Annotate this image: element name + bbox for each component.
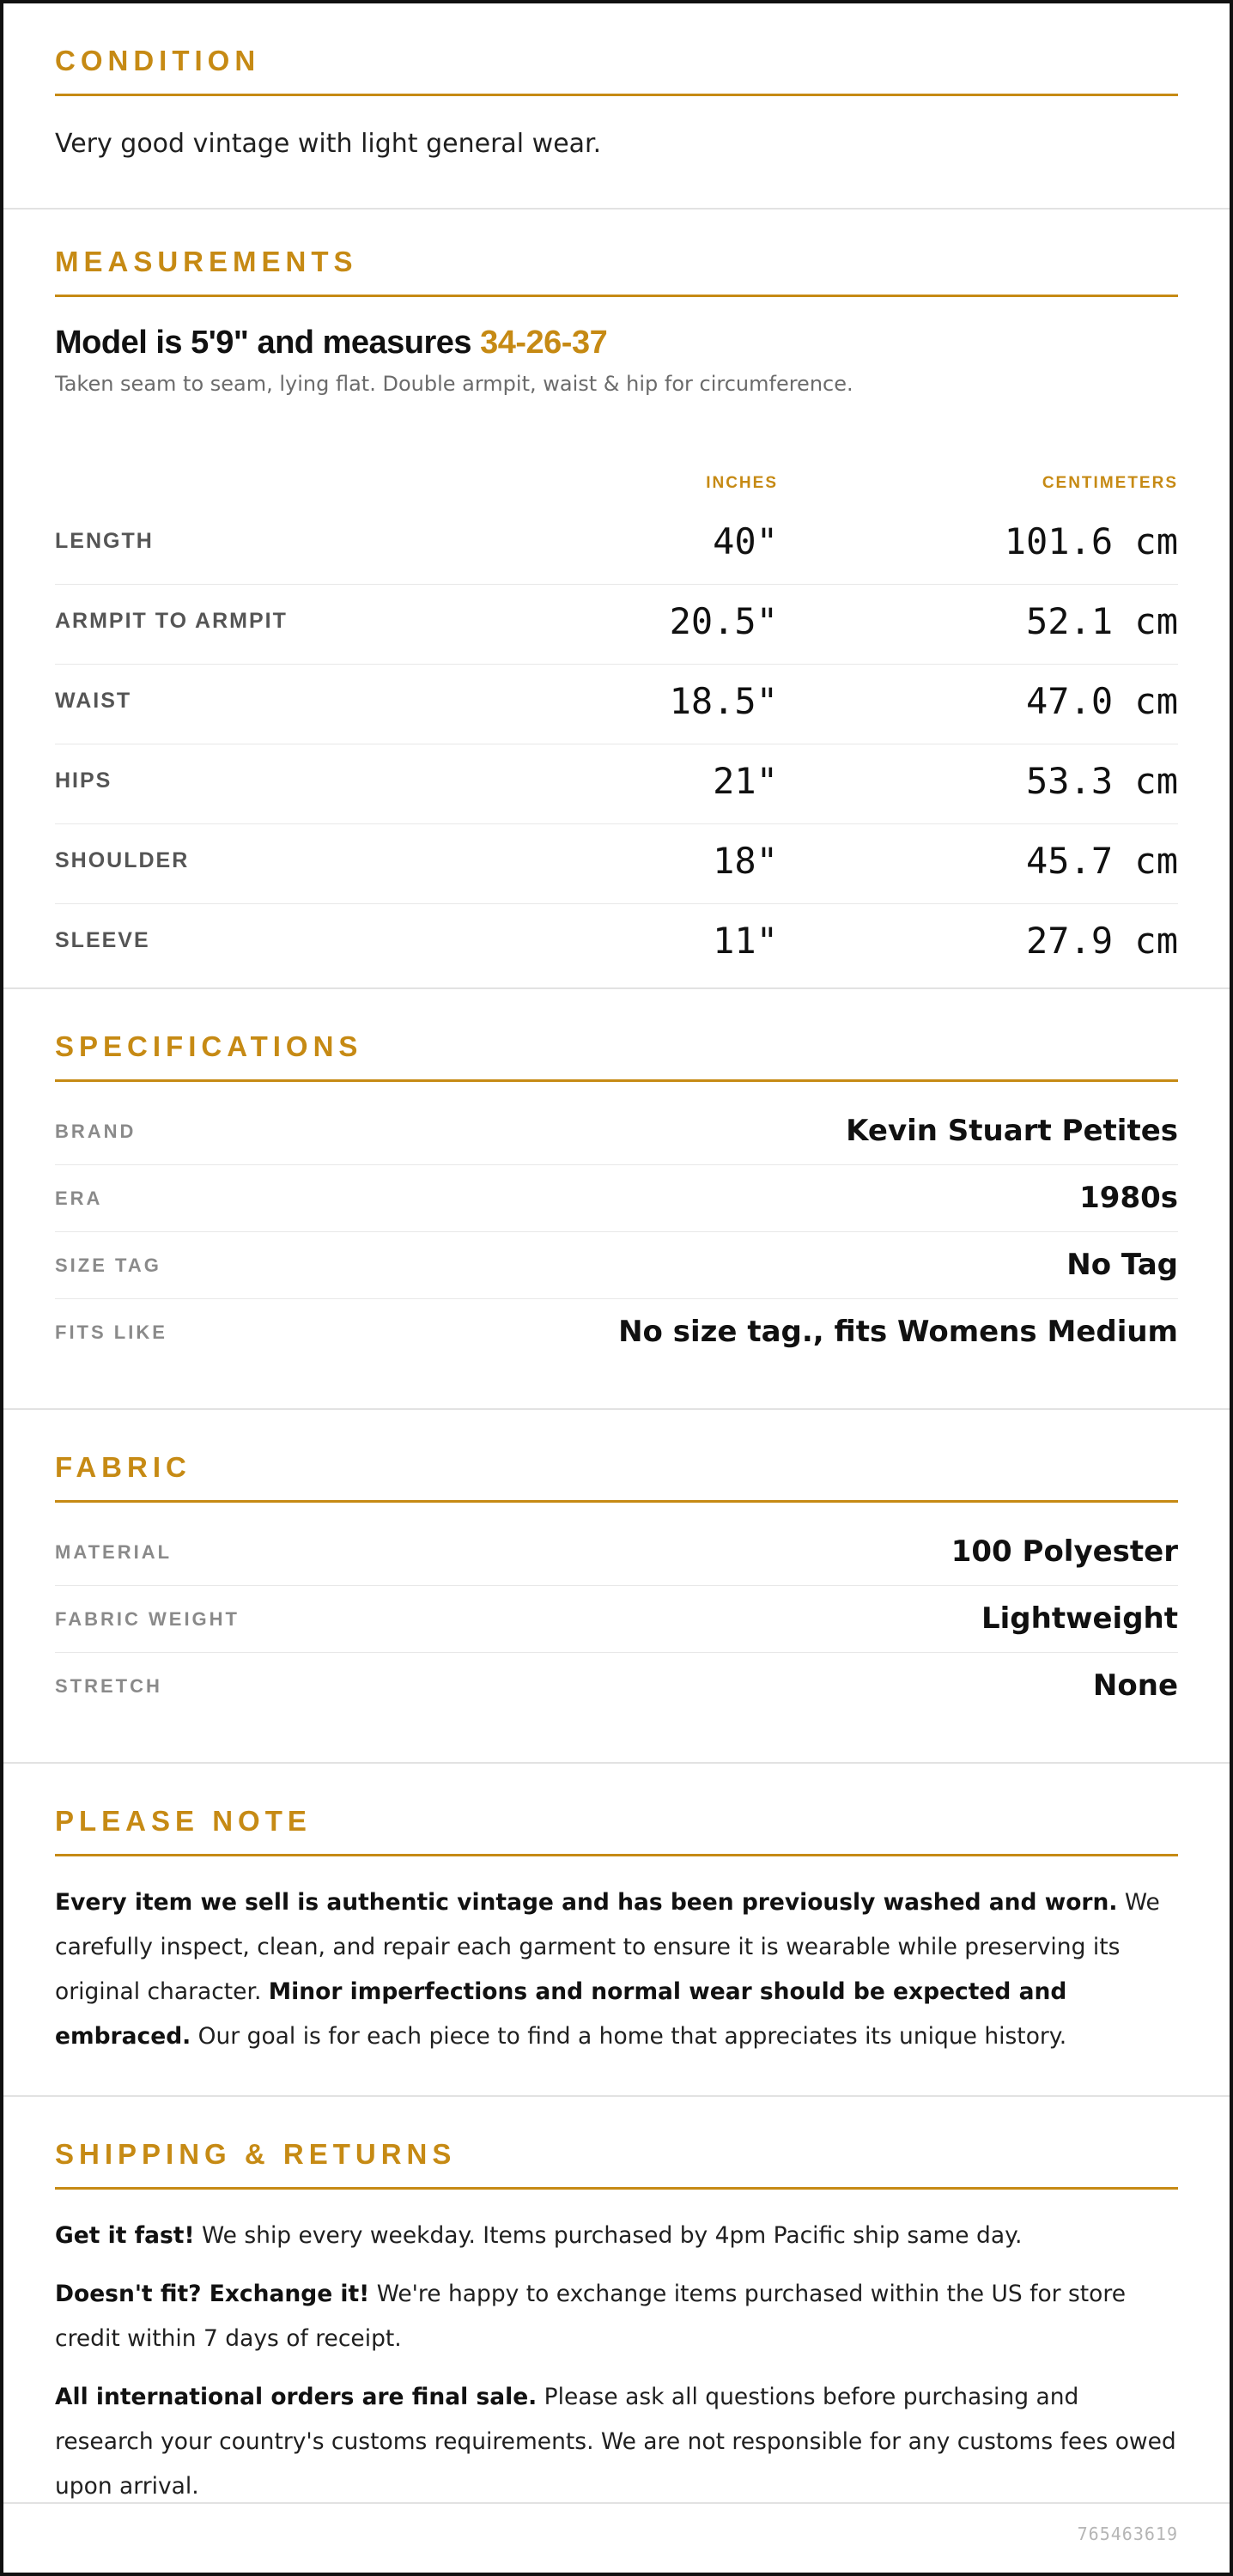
model-measures-value: 34-26-37	[480, 325, 608, 361]
spec-row-brand	[55, 1098, 1178, 1165]
shipping-section	[3, 2097, 1230, 2504]
measurement-note: Taken seam to seam, lying flat. Double armpit, waist & hip for circumference.	[55, 372, 853, 396]
condition-title: CONDITION	[55, 45, 1178, 96]
spec-label: FITS LIKE	[55, 1321, 167, 1343]
column-header-inches: INCHES	[706, 474, 778, 492]
column-header-centimeters: CENTIMETERS	[1042, 474, 1178, 492]
measurement-cm: 45.7 cm	[1025, 840, 1178, 882]
fabric-row-stretch	[55, 1653, 1178, 1720]
spec-value: No Tag	[1066, 1248, 1178, 1282]
measurement-cm: 53.3 cm	[1025, 760, 1178, 802]
please-note-text	[55, 1880, 1178, 2059]
spec-label: BRAND	[55, 1121, 137, 1142]
measurement-row-hips	[55, 744, 1178, 824]
fabric-label: MATERIAL	[55, 1541, 173, 1563]
measurement-row-waist	[55, 665, 1178, 744]
spec-row-size-tag	[55, 1232, 1178, 1299]
shipping-text-1: We ship every weekday. Items purchased by 4pm Pacific ship same day.	[194, 2222, 1023, 2249]
model-measurements	[55, 325, 1178, 361]
measurement-cm: 27.9 cm	[1025, 920, 1178, 962]
measurement-label: WAIST	[55, 689, 132, 713]
fabric-label: FABRIC WEIGHT	[55, 1608, 240, 1630]
measurement-label: HIPS	[55, 769, 112, 793]
shipping-bold-1: Get it fast!	[55, 2222, 195, 2249]
note-bold-1: Every item we sell is authentic vintage and has been previously washed and worn.	[55, 1889, 1118, 1916]
fabric-row-material	[55, 1519, 1178, 1586]
fabric-label: STRETCH	[55, 1675, 162, 1697]
shipping-title: SHIPPING & RETURNS	[55, 2138, 1178, 2190]
measurements-section	[3, 210, 1230, 989]
shipping-paragraph-3	[55, 2375, 1178, 2509]
measurement-inches: 20.5"	[669, 600, 778, 642]
measurements-title: MEASUREMENTS	[55, 246, 1178, 297]
note-text-1: We carefully inspect, clean, and repair each garment to ensure it is wearable while preserving its original character.	[55, 1889, 1160, 2005]
spec-row-fits-like	[55, 1299, 1178, 1366]
shipping-bold-3: All international orders are final sale.	[55, 2384, 538, 2410]
spec-row-era	[55, 1165, 1178, 1232]
measurement-row-shoulder	[55, 824, 1178, 904]
measurement-inches: 11"	[713, 920, 778, 962]
measurement-cm: 47.0 cm	[1025, 680, 1178, 722]
note-bold-2: Minor imperfections and normal wear should be expected and embraced.	[55, 1978, 1067, 2050]
fabric-title: FABRIC	[55, 1451, 1178, 1503]
specifications-section	[3, 989, 1230, 1410]
spec-value: 1980s	[1079, 1181, 1178, 1215]
spec-label: SIZE TAG	[55, 1255, 161, 1276]
spec-value: Kevin Stuart Petites	[846, 1114, 1178, 1148]
fabric-row-weight	[55, 1586, 1178, 1653]
fabric-section	[3, 1410, 1230, 1764]
measurement-label: LENGTH	[55, 529, 154, 553]
shipping-text-2: We're happy to exchange items purchased within the US for store credit within 7 days of receipt.	[55, 2281, 1127, 2352]
please-note-title: PLEASE NOTE	[55, 1805, 1178, 1856]
measurement-cm: 52.1 cm	[1025, 600, 1178, 642]
fabric-value: 100 Polyester	[951, 1534, 1178, 1569]
note-text-2: Our goal is for each piece to find a home that appreciates its unique history.	[191, 2023, 1067, 2050]
item-id: 765463619	[1077, 2524, 1178, 2544]
spec-value: No size tag., fits Womens Medium	[618, 1315, 1178, 1349]
measurement-inches: 40"	[713, 520, 778, 562]
shipping-bold-2: Doesn't fit? Exchange it!	[55, 2281, 370, 2307]
measurement-label: SHOULDER	[55, 848, 190, 872]
condition-text: Very good vintage with light general wear.	[55, 129, 602, 159]
measurement-row-length	[55, 505, 1178, 585]
measurement-inches: 18"	[713, 840, 778, 882]
measurement-label: SLEEVE	[55, 928, 150, 952]
shipping-text-3: Please ask all questions before purchasing and research your country's customs requirements. We are not responsible for any customs fees owed upon arrival.	[55, 2384, 1176, 2500]
please-note-section	[3, 1764, 1230, 2097]
model-prefix: Model is 5'9" and measures	[55, 325, 481, 361]
spec-label: ERA	[55, 1188, 103, 1209]
condition-section	[3, 3, 1230, 210]
shipping-paragraph-1	[55, 2214, 1178, 2258]
specifications-title: SPECIFICATIONS	[55, 1030, 1178, 1082]
measurement-row-armpit	[55, 585, 1178, 665]
fabric-value: None	[1092, 1668, 1178, 1703]
measurement-label: ARMPIT TO ARMPIT	[55, 609, 288, 633]
measurement-inches: 21"	[713, 760, 778, 802]
measurement-inches: 18.5"	[669, 680, 778, 722]
measurement-cm: 101.6 cm	[1004, 520, 1178, 562]
measurement-row-sleeve	[55, 904, 1178, 984]
shipping-paragraph-2	[55, 2272, 1178, 2361]
fabric-value: Lightweight	[981, 1601, 1178, 1636]
